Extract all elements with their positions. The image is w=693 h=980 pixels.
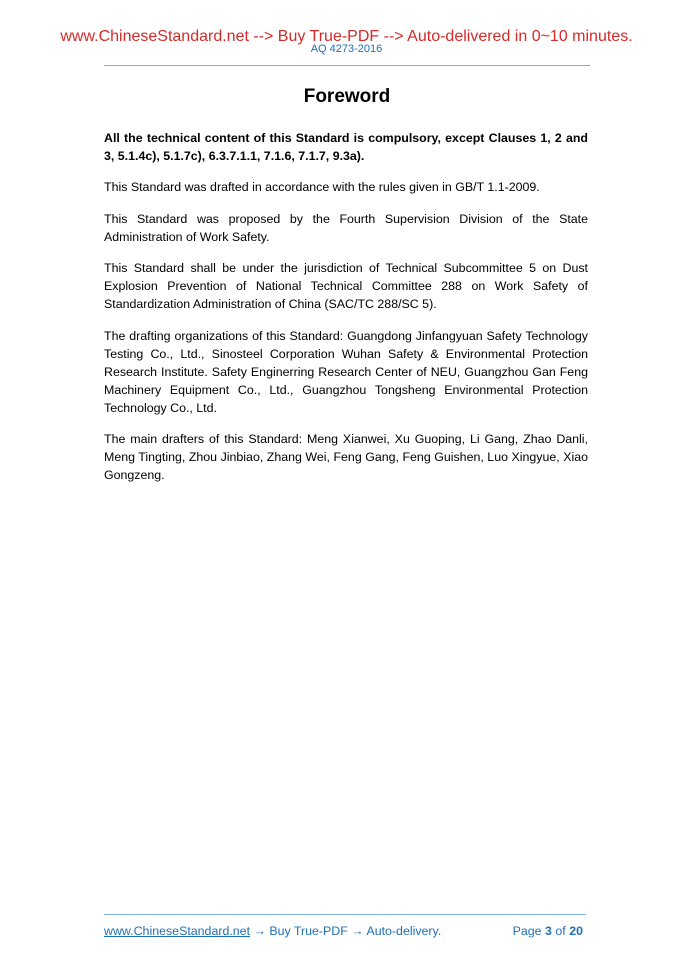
arrow-right-icon: → bbox=[253, 924, 266, 938]
footer-delivery-text: Auto-delivery. bbox=[366, 924, 442, 938]
footer-buy-text: Buy True-PDF bbox=[269, 924, 348, 938]
page-label: Page bbox=[512, 924, 542, 938]
jurisdiction-paragraph: This Standard shall be under the jurisdiction of Technical Subcommittee 5 on Dust Explosion Prevention of National Technical Committee 288 on Work Safety of Standardization Administration of China (SAC/TC 288/SC 5). bbox=[104, 261, 588, 312]
footer-promo bbox=[104, 924, 441, 938]
foreword-body bbox=[104, 129, 588, 498]
total-pages-number: 20 bbox=[569, 924, 583, 938]
page-title: Foreword bbox=[303, 86, 391, 107]
header-divider bbox=[104, 65, 590, 66]
compulsory-statement: All the technical content of this Standard is compulsory, except Clauses 1, 2 and 3, 5.1.4c), 5.1.7c), 6.3.7.1.1, 7.1.6, 7.1.7, 9.3a). bbox=[104, 131, 588, 164]
footer-site-link[interactable]: www.ChineseStandard.net bbox=[104, 924, 251, 938]
footer-divider bbox=[104, 914, 586, 915]
drafting-organizations-paragraph: The drafting organizations of this Standard: Guangdong Jinfangyuan Safety Technology Testing Co., Ltd., Sinosteel Corporation Wuhan Safety & Environmental Protection Research Institute. Safety Enginerring Research Center of NEU, Guangzhou Gan Feng Machinery Equipment Co., Ltd., Guangzhou Tongsheng Environmental Protection Technology Co., Ltd. bbox=[104, 328, 588, 415]
proposer-paragraph: This Standard was proposed by the Fourth Supervision Division of the State Administration of Work Safety. bbox=[104, 211, 588, 244]
drafting-rules-paragraph: This Standard was drafted in accordance with the rules given in GB/T 1.1-2009. bbox=[104, 180, 540, 195]
main-drafters-paragraph: The main drafters of this Standard: Meng Xianwei, Xu Guoping, Li Gang, Zhao Danli, Meng Tingting, Zhou Jinbiao, Zhang Wei, Feng Gang, Feng Guishen, Luo Xingyue, Xiao Gongzeng. bbox=[104, 432, 588, 483]
current-page-number: 3 bbox=[545, 924, 552, 938]
promo-banner[interactable]: www.ChineseStandard.net --> Buy True-PDF --> Auto-delivered in 0~10 minutes. bbox=[60, 28, 633, 45]
of-label: of bbox=[555, 924, 566, 938]
arrow-right-icon: → bbox=[351, 924, 364, 938]
page-indicator bbox=[513, 924, 583, 938]
document-code: AQ 4273-2016 bbox=[310, 43, 383, 55]
